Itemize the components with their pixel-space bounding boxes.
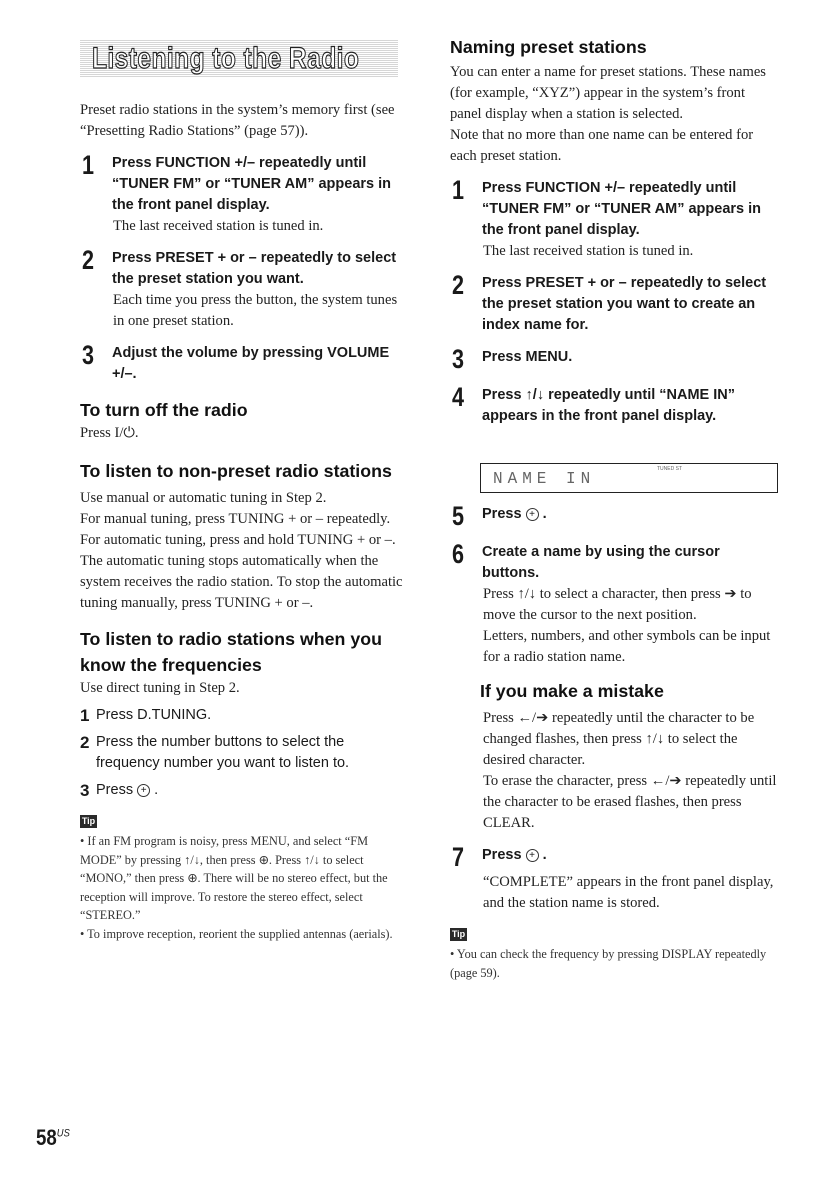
r-step-7-desc: “COMPLETE” appears in the front panel display, and the station name is stored. <box>483 874 774 911</box>
mistake-heading: If you make a mistake <box>480 681 664 701</box>
known-freq-intro: Use direct tuning in Step 2. <box>80 680 240 696</box>
step-3: 3 Adjust the volume by pressing VOLUME +/–. <box>82 340 390 382</box>
turn-off-text: Press I/⏻. <box>80 425 139 441</box>
r-step-6-desc2: Letters, numbers, and other symbols can be input for a radio station name. <box>483 628 771 665</box>
enter-button-icon: + <box>137 784 150 797</box>
tip-right: • You can check the frequency by pressing DISPLAY repeatedly (page 59). <box>450 947 767 980</box>
mistake-p2: To erase the character, press ←/➔ repeatedly until the character to be erased flashes, then press CLEAR. <box>483 773 777 831</box>
left-column <box>80 40 410 943</box>
display-indicators: TUNED ST <box>657 466 682 472</box>
enter-button-icon: + <box>526 849 539 862</box>
non-preset-p2: For manual tuning, press TUNING + or – repeatedly. <box>80 511 391 527</box>
r-step-3: 3 Press MENU. <box>452 344 573 374</box>
r-step-1-desc: The last received station is tuned in. <box>483 243 694 259</box>
right-column <box>450 34 780 982</box>
r-step-7: 7 Press + . <box>452 842 547 872</box>
known-freq-heading: To listen to radio stations when you know the frequencies <box>80 629 382 675</box>
section-title-banner <box>80 40 398 78</box>
tip-2: • To improve reception, reorient the supplied antennas (aerials). <box>80 926 393 941</box>
step-1-desc: The last received station is tuned in. <box>113 218 324 234</box>
display-text: NAME IN <box>493 469 596 489</box>
non-preset-p1: Use manual or automatic tuning in Step 2. <box>80 490 327 506</box>
r-step-6: 6 Create a name by using the cursor buttons. <box>452 539 720 581</box>
turn-off-heading: To turn off the radio <box>80 400 248 420</box>
enter-button-icon: + <box>526 508 539 521</box>
non-preset-p3: For automatic tuning, press and hold TUNING + or –. The automatic tuning stops automatically when the system receives the radio station. To stop the automatic tuning manually, press TUNING + or –. <box>80 532 403 611</box>
naming-heading: Naming preset stations <box>450 37 647 57</box>
freq-step-2: 2 Press the number buttons to select the frequency number you want to listen to. <box>80 733 350 771</box>
page-number: $58^{US}$ <box>36 1125 70 1150</box>
non-preset-heading: To listen to non-preset radio stations <box>80 461 392 481</box>
section-title: Listening to the Radio <box>92 42 360 75</box>
step-2-desc: Each time you press the button, the system tunes in one preset station. <box>113 292 398 329</box>
tip-1: • If an FM program is noisy, press MENU, and select “FM MODE” by pressing ↑/↓, then press ⊕. Press ↑/↓ to select “MONO,” then press ⊕. There will be no stereo effect, but the reception will improve. To restore the stereo effect, select “STEREO.” <box>80 834 388 922</box>
front-panel-display <box>480 463 778 493</box>
naming-p2: Note that no more than one name can be entered for each preset station. <box>450 127 754 164</box>
r-step-4: 4 Press ↑/↓ repeatedly until “NAME IN” appears in the front panel display. <box>452 382 736 424</box>
tip-icon: Tip <box>451 929 466 939</box>
step-1: 1 Press FUNCTION +/– repeatedly until “TUNER FM” or “TUNER AM” appears in the front panel display. <box>82 150 392 213</box>
tip-icon: Tip <box>81 816 96 826</box>
freq-step-3: 3 Press + . <box>80 781 159 800</box>
r-step-2: 2 Press PRESET + or – repeatedly to select the preset station you want to create an index name for. <box>452 270 767 333</box>
mistake-p1: Press ←/➔ repeatedly until the character to be changed flashes, then press ↑/↓ to select the desired character. <box>483 710 755 768</box>
r-step-1: 1 Press FUNCTION +/– repeatedly until “TUNER FM” or “TUNER AM” appears in the front panel display. <box>452 175 762 238</box>
r-step-5: 5 Press + . <box>452 501 547 531</box>
intro-text: Preset radio stations in the system’s memory first (see “Presetting Radio Stations” (page 57)). <box>80 102 395 139</box>
naming-p1: You can enter a name for preset stations. These names (for example, “XYZ”) appear in the system’s front panel display when a station is selected. <box>450 64 766 122</box>
freq-step-1: 1 Press D.TUNING. <box>80 706 212 725</box>
step-2: 2 Press PRESET + or – repeatedly to select the preset station you want. <box>82 245 397 287</box>
r-step-6-desc1: Press ↑/↓ to select a character, then press ➔ to move the cursor to the next position. <box>483 586 752 623</box>
